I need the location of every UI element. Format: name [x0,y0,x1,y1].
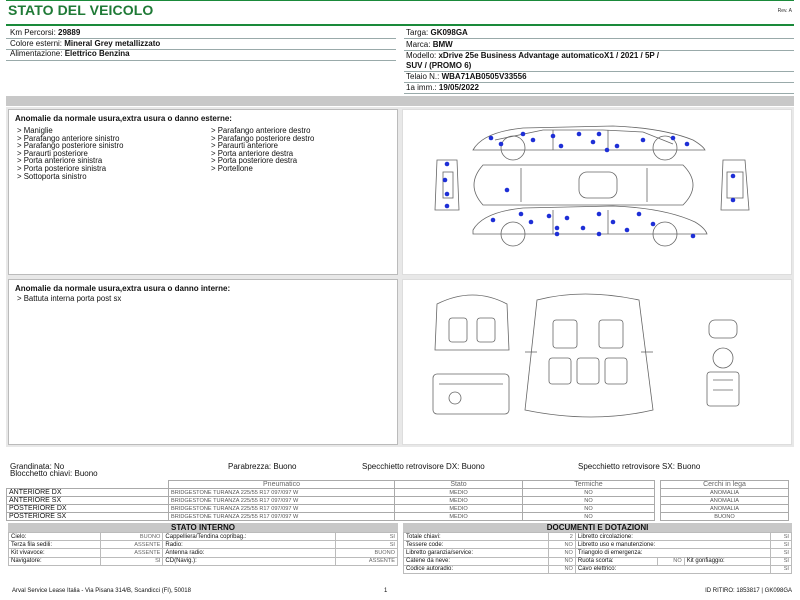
table-row: Tessere code: NO Libretto uso e manutenzione: SI [404,541,792,549]
list-item: > Maniglie [17,126,53,135]
table-row: Codice autoradio: NO Cavo elettrico: SI [404,565,792,573]
table-row: POSTERIORE DX BRIDGESTONE TURANZA 225/55 R17 097/097 W MEDIO NO ANOMALIA [7,505,789,513]
blocchetto-text: Blocchetto chiavi: Buono [10,469,98,478]
external-heading: Anomalie da normale usura,extra usura o danno esterne: [15,114,232,123]
table-row: POSTERIORE SX BRIDGESTONE TURANZA 225/55 R17 097/097 W MEDIO NO BUONO [7,513,789,521]
stato-interno-table [8,532,398,566]
page-number: 1 [384,588,388,594]
list-item: > Porta anteriore sinistra [17,156,103,166]
modello-value: xDrive 25e Business Advantage automaticoX1 / 2021 / 5P / [438,51,660,60]
col-cerchi: Cerchi in lega [661,481,789,489]
revision-label: Rev. A [777,8,792,14]
id-ritiro: ID RITIRO: 1853817 | GK098GA [705,588,792,594]
telaio-row: Telaio N.: WBA71AB0505V33556 [406,72,527,81]
km-row: Km Percorsi: 29889 [10,28,81,37]
targa-row: Targa: GK098GA [406,28,468,37]
documenti-table [403,532,792,574]
list-item: > Parafango posteriore destro [211,133,315,143]
internal-heading: Anomalie da normale usura,extra usura o danno interne: [15,284,231,293]
top-rule [6,0,794,1]
list-item: > Porta anteriore destra [211,148,294,158]
footer-address: Arval Service Lease Italia - Via Pisana 314/B, Scandicci (FI), 50018 [12,588,191,594]
col-pneumatico: Pneumatico [169,481,395,489]
table-row: Cielo: BUONO Cappelliera/Tendina copribag.: SI [9,533,398,541]
list-item: > Sottoporta sinistro [17,171,87,181]
grandinata-text: Grandinata: No [10,462,65,471]
stato-interno-title: STATO INTERNO [8,523,398,532]
list-item: > Paraurti anteriore [211,141,278,151]
fuel-row: Alimentazione: Elettrico Benzina [10,49,130,58]
color-value: Mineral Grey metallizzato [64,39,161,48]
marca-value: BMW [432,40,453,49]
parabrezza-text: Parabrezza: Buono [228,462,297,471]
col-termiche: Termiche [523,481,655,489]
table-row: Terza fila sedili: ASSENTE Radio: SI [9,541,398,549]
internal-car-diagram [402,279,792,445]
table-row: Navigatore: SI CD(Navig.): ASSENTE [9,557,398,565]
external-col-2 [211,127,314,173]
tyres-table [6,480,789,521]
external-car-diagram [402,109,792,275]
table-row: ANTERIORE SX BRIDGESTONE TURANZA 225/55 R17 097/097 W MEDIO NO ANOMALIA [7,497,789,505]
table-row: Kit vivavoce: ASSENTE Antenna radio: BUONO [9,549,398,557]
targa-value: GK098GA [430,28,468,37]
fuel-value: Elettrico Benzina [64,49,130,58]
external-col-1 [17,127,123,180]
section-bar [6,96,794,106]
car-interior-drawing [403,280,791,444]
list-item: > Parafango anteriore destro [211,126,311,135]
table-row: ANTERIORE DX BRIDGESTONE TURANZA 225/55 R17 097/097 W MEDIO NO ANOMALIA [7,489,789,497]
internal-anomalies-panel [8,279,398,445]
documenti-title: DOCUMENTI E DOTAZIONI [403,523,792,532]
imm-value: 19/05/2022 [438,83,479,92]
list-item: > Parafango posteriore sinistro [17,141,124,151]
specchio-sx-text: Specchietto retrovisore SX: Buono [578,462,701,471]
internal-list [17,295,121,303]
list-item: > Paraurti posteriore [17,148,88,158]
table-row: Totale chiavi: 2 Libretto circolazione: SI [404,533,792,541]
table-row: Libretto garanzia/service: NO Triangolo di emergenza: SI [404,549,792,557]
modello-value-2: SUV / (PROMO 6) [406,61,472,70]
list-item: > Battuta interna porta post sx [17,294,122,303]
modello-row-2 [406,61,471,71]
color-row: Colore esterni: Mineral Grey metallizzato [10,39,161,48]
imm-row: 1a imm.: 19/05/2022 [406,83,479,92]
tyres-header-row [7,481,789,489]
external-anomalies-panel [8,109,398,275]
marca-row: Marca: BMW [406,40,453,49]
page-title: STATO DEL VEICOLO [8,2,154,18]
list-item: > Parafango anteriore sinistro [17,133,120,143]
telaio-value: WBA71AB0505V33556 [441,72,527,81]
list-item: > Porta posteriore sinistra [17,163,107,173]
car-exterior-drawing [403,110,791,274]
list-item: > Porta posteriore destra [211,156,298,166]
km-value: 29889 [58,28,81,37]
list-item: > Portellone [211,163,253,173]
table-row: Catene da neve: NO Ruota scorta: NO Kit gonfiaggio: SI [404,557,792,565]
modello-row: Modello: xDrive 25e Business Advantage automaticoX1 / 2021 / 5P / [406,51,660,60]
specchio-dx-text: Specchietto retrovisore DX: Buono [362,462,485,471]
title-divider [6,24,794,26]
col-stato: Stato [395,481,523,489]
